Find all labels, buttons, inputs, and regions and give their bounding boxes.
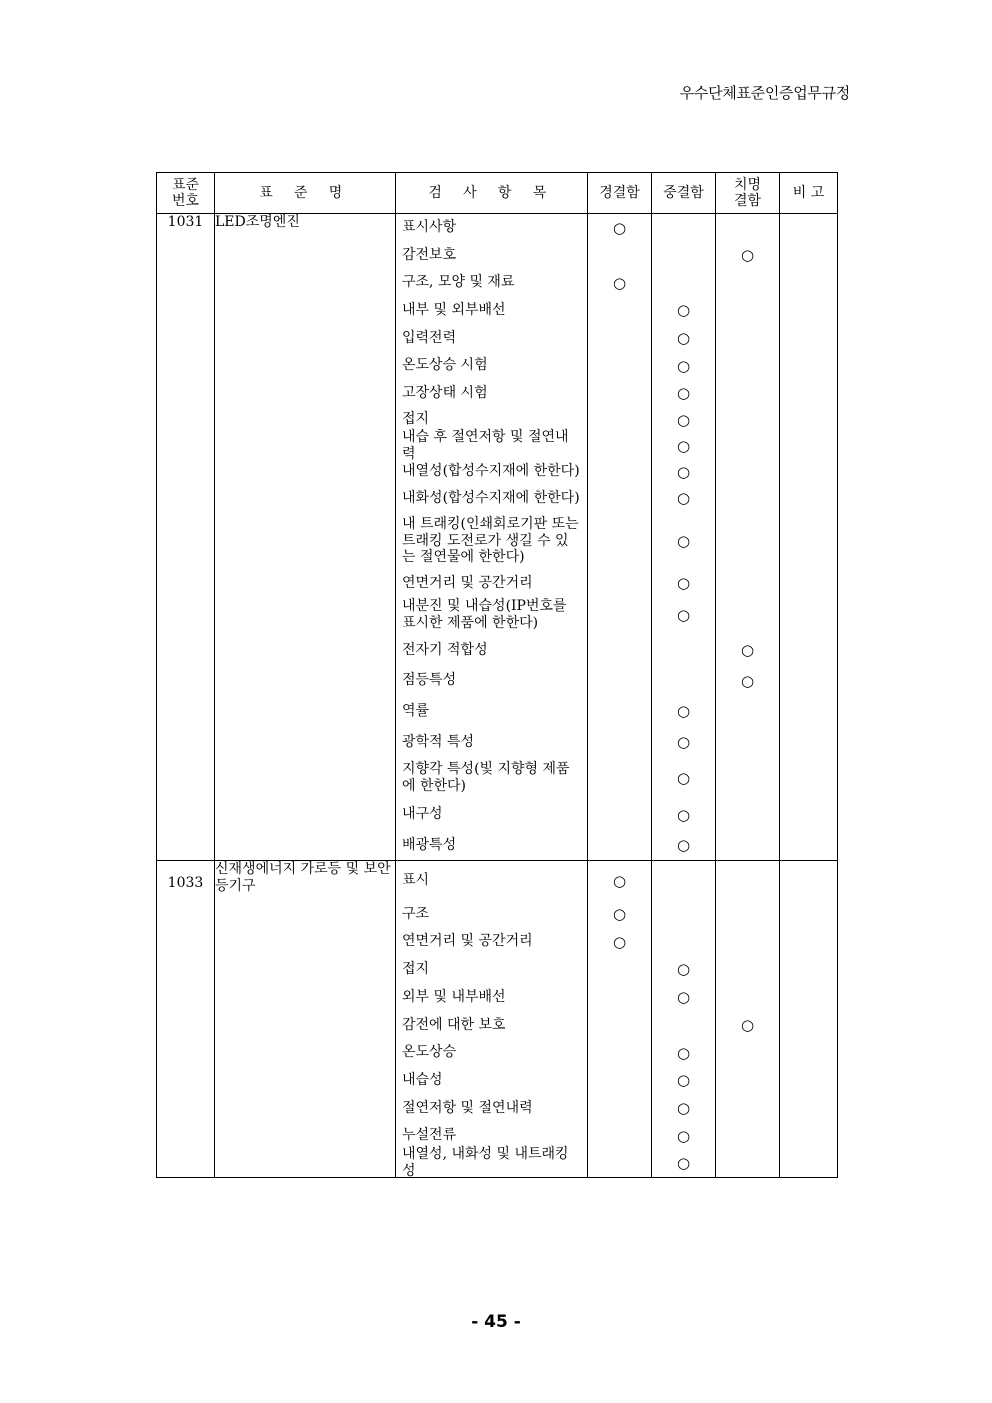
defect-mark: [716, 296, 779, 324]
defect-mark: [716, 1094, 779, 1122]
test-item-label: 연면거리 및 공간거리: [402, 574, 533, 591]
inspection-standards-table: [156, 172, 838, 1178]
defect-mark: ○: [676, 1043, 691, 1062]
test-item-label: 입력전력: [402, 329, 457, 346]
defect-mark: [652, 861, 715, 900]
defect-mark: ○: [676, 329, 691, 347]
remarks-cell: [780, 861, 838, 1178]
defect-mark: ○: [740, 641, 755, 659]
test-item-label: 감전에 대한 보호: [402, 1016, 506, 1033]
defect-mark: ○: [676, 410, 691, 429]
defect-mark: [588, 1094, 651, 1122]
test-item-label: 내열성(합성수지재에 한한다): [402, 463, 580, 480]
defect-mark: [588, 432, 651, 459]
defect-mark: [588, 379, 651, 407]
running-header-title: 우수단체표준인증업무규정: [679, 84, 850, 102]
defect-mark: [716, 928, 779, 955]
defect-mark: [716, 570, 779, 596]
defect-mark: ○: [612, 273, 627, 292]
defect-mark: [716, 799, 779, 830]
defect-mark: [652, 1011, 715, 1039]
defect-mark: [588, 695, 651, 727]
defect-mark: [588, 757, 651, 799]
header-minor-defect: 경결함: [588, 173, 652, 214]
defect-mark: [588, 830, 651, 860]
defect-mark: [716, 955, 779, 983]
defect-mark: ○: [676, 574, 691, 592]
defect-mark: [652, 666, 715, 695]
test-item-label: 점등특성: [402, 672, 457, 689]
defect-mark: [588, 324, 651, 352]
defect-mark: [588, 727, 651, 757]
defect-mark: ○: [612, 871, 627, 890]
header-major-defect: 중결함: [652, 173, 716, 214]
defect-mark: [588, 1066, 651, 1094]
test-item-label: 고장상태 시험: [402, 384, 488, 401]
critical-defect-cell: [716, 861, 780, 1178]
defect-mark: ○: [676, 988, 691, 1006]
defect-mark: ○: [676, 532, 691, 550]
defect-mark: [588, 799, 651, 830]
defect-mark: [716, 269, 779, 296]
test-item-label: 전자기 적합성: [402, 641, 488, 658]
test-item-label: 내습 후 절연저항 및 절연내력: [402, 428, 569, 462]
header-critical-defect: 치명 결함: [716, 173, 780, 214]
defect-mark: [716, 596, 779, 634]
defect-mark: ○: [740, 1016, 755, 1034]
defect-mark: ○: [676, 769, 691, 787]
defect-mark: [716, 900, 779, 928]
defect-mark: [716, 407, 779, 432]
test-item-label: 절연저항 및 절연내력: [402, 1099, 533, 1116]
test-item-label: 표시: [402, 872, 430, 889]
defect-mark: [588, 512, 651, 570]
defect-mark: [588, 407, 651, 432]
defect-mark: [716, 1122, 779, 1149]
defect-mark: [588, 596, 651, 634]
defect-mark: [716, 983, 779, 1011]
defect-mark: [716, 695, 779, 727]
defect-mark: [716, 1039, 779, 1066]
defect-mark: ○: [740, 246, 755, 264]
defect-mark: [652, 928, 715, 955]
defect-mark: [588, 983, 651, 1011]
test-item-label: 지향각 특성(빛 지향형 제품에 한한다): [402, 761, 570, 794]
defect-mark: ○: [676, 733, 691, 751]
defect-mark: ○: [676, 1071, 691, 1089]
defect-mark: [716, 459, 779, 484]
defect-mark: [716, 352, 779, 379]
standard-name-cell: LED조명엔진: [215, 214, 396, 861]
defect-mark: [716, 1149, 779, 1177]
test-item-label: 접지: [402, 960, 430, 977]
major-defect-cell: [652, 861, 716, 1178]
test-item-label: 광학적 특성: [402, 733, 475, 750]
test-item-label: 표시사항: [402, 219, 457, 236]
defect-mark: [652, 634, 715, 666]
defect-mark: ○: [676, 836, 691, 854]
defect-mark: [588, 955, 651, 983]
test-items-cell: [396, 861, 588, 1178]
header-test-item: 검 사 항 목: [396, 173, 588, 214]
remarks-cell: [780, 214, 838, 861]
defect-mark: ○: [612, 218, 627, 237]
defect-mark: [716, 1066, 779, 1094]
defect-mark: ○: [676, 1154, 691, 1172]
defect-mark: [716, 214, 779, 241]
defect-mark: ○: [676, 702, 691, 720]
page-number: - 45 -: [471, 1312, 521, 1332]
defect-mark: [588, 1122, 651, 1149]
defect-mark: [716, 757, 779, 799]
defect-mark: [588, 352, 651, 379]
minor-defect-cell: [588, 214, 652, 861]
test-item-label: 온도상승 시험: [402, 357, 488, 374]
defect-mark: ○: [676, 960, 691, 978]
standard-name-cell: 신재생에너지 가로등 및 보안등기구: [215, 861, 396, 1178]
test-item-label: 내화성(합성수지재에 한한다): [402, 489, 580, 506]
defect-mark: ○: [676, 1099, 691, 1117]
defect-mark: [716, 324, 779, 352]
header-remarks: 비 고: [780, 173, 838, 214]
test-item-label: 외부 및 내부배선: [402, 988, 506, 1005]
header-standard-name: 표 준 명: [215, 173, 396, 214]
defect-mark: [716, 512, 779, 570]
standard-number-cell: 1031: [157, 214, 215, 861]
test-item-label: 접지: [402, 411, 430, 428]
test-item-label: 구조, 모양 및 재료: [402, 274, 515, 291]
test-item-label: 내습성: [402, 1071, 443, 1088]
defect-mark: ○: [612, 905, 627, 923]
defect-mark: [588, 1039, 651, 1066]
test-item-label: 감전보호: [402, 246, 457, 263]
defect-mark: ○: [612, 932, 627, 951]
test-item-label: 내분진 및 내습성(IP번호를 표시한 제품에 한한다): [402, 598, 567, 631]
defect-mark: [588, 634, 651, 666]
defect-mark: ○: [676, 489, 691, 507]
defect-mark: [716, 861, 779, 900]
test-item-label: 내 트래킹(인쇄회로기판 또는 트래킹 도전로가 생길 수 있는 절연물에 한한다): [402, 515, 579, 566]
test-item-label: 연면거리 및 공간거리: [402, 933, 533, 950]
defect-mark: [652, 900, 715, 928]
test-item-label: 온도상승: [402, 1044, 457, 1061]
defect-mark: ○: [676, 356, 691, 375]
defect-mark: [652, 214, 715, 241]
defect-mark: ○: [676, 384, 691, 402]
defect-mark: ○: [676, 1126, 691, 1145]
defect-mark: [716, 830, 779, 860]
defect-mark: [588, 484, 651, 512]
defect-mark: [652, 241, 715, 269]
test-item-label: 배광특성: [402, 836, 457, 853]
defect-mark: [588, 1149, 651, 1177]
minor-defect-cell: [588, 861, 652, 1178]
table-header-row: [157, 173, 838, 214]
test-item-label: 내열성, 내화성 및 내트래킹성: [402, 1146, 569, 1179]
defect-mark: ○: [676, 301, 691, 319]
defect-mark: [652, 269, 715, 296]
defect-mark: ○: [676, 436, 691, 455]
major-defect-cell: [652, 214, 716, 861]
table-row: [157, 861, 838, 1178]
defect-mark: ○: [676, 462, 691, 481]
critical-defect-cell: [716, 214, 780, 861]
test-item-label: 내부 및 외부배선: [402, 301, 506, 318]
defect-mark: [716, 484, 779, 512]
defect-mark: ○: [676, 606, 691, 624]
header-standard-no: 표준 번호: [157, 173, 215, 214]
defect-mark: [588, 241, 651, 269]
defect-mark: [588, 296, 651, 324]
table-row: [157, 214, 838, 861]
test-item-label: 누설전류: [402, 1127, 457, 1144]
defect-mark: [588, 1011, 651, 1039]
standard-number-cell: 1033: [157, 861, 215, 1178]
test-item-label: 역률: [402, 702, 430, 719]
defect-mark: ○: [676, 805, 691, 824]
defect-mark: [588, 570, 651, 596]
defect-mark: ○: [740, 671, 755, 690]
defect-mark: [716, 379, 779, 407]
test-item-label: 구조: [402, 905, 430, 922]
test-items-cell: [396, 214, 588, 861]
defect-mark: [716, 432, 779, 459]
defect-mark: [588, 666, 651, 695]
defect-mark: [588, 459, 651, 484]
defect-mark: [716, 727, 779, 757]
test-item-label: 내구성: [402, 806, 443, 823]
